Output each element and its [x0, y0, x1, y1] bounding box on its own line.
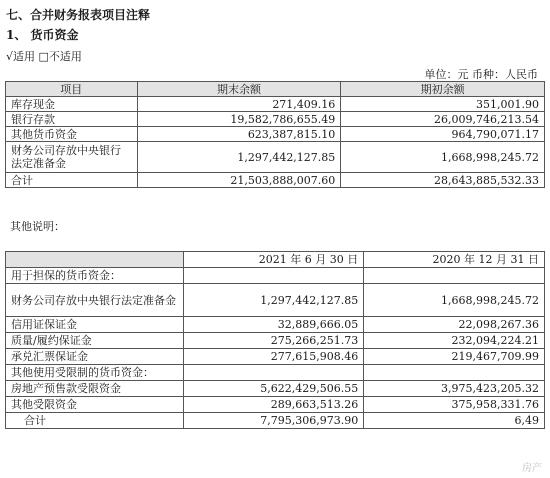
- applicability-line: √适用 □不适用: [6, 50, 82, 63]
- table-row: [6, 317, 545, 333]
- section-label-restricted: 其他使用受限制的货币资金：: [6, 365, 184, 381]
- end-balance-cell: 623,387,815.10: [137, 127, 341, 142]
- value-2021-cell: 1,297,442,127.85: [183, 284, 364, 317]
- table-row: [6, 142, 545, 173]
- end-balance-cell: 1,297,442,127.85: [137, 142, 341, 173]
- row-label: 合计: [6, 413, 184, 429]
- begin-balance-cell: 28,643,885,532.33: [341, 173, 545, 188]
- section-row: [6, 268, 545, 284]
- value-2021-cell: 5,622,429,506.55: [183, 381, 364, 397]
- table-row-total: [6, 173, 545, 188]
- table-row: [6, 397, 545, 413]
- unit-currency-line: 单位：元 币种：人民币: [424, 68, 538, 81]
- table-row: [6, 349, 545, 365]
- table-row: [6, 333, 545, 349]
- value-2021-cell: 32,889,666.05: [183, 317, 364, 333]
- row-label: 质量/履约保证金: [6, 333, 184, 349]
- row-label: 其他受限资金: [6, 397, 184, 413]
- end-balance-cell: 271,409.16: [137, 97, 341, 112]
- value-2020-cell: 232,094,224.21: [364, 333, 545, 349]
- header-blank: [6, 252, 184, 268]
- table-row: [6, 97, 545, 112]
- table-row: [6, 112, 545, 127]
- begin-balance-cell: 964,790,071.17: [341, 127, 545, 142]
- value-2021-cell: 277,615,908.46: [183, 349, 364, 365]
- row-label: 信用证保证金: [6, 317, 184, 333]
- value-2020-cell: 22,098,267.36: [364, 317, 545, 333]
- value-2020-cell: 3,975,423,205.32: [364, 381, 545, 397]
- section-label-guarantee: 用于担保的货币资金：: [6, 268, 184, 284]
- row-label: 银行存款: [6, 112, 138, 127]
- row-label: 库存现金: [6, 97, 138, 112]
- begin-balance-cell: 26,009,746,213.54: [341, 112, 545, 127]
- end-balance-cell: 19,582,786,655.49: [137, 112, 341, 127]
- row-label: 财务公司存放中央银行法定准备金: [6, 142, 138, 173]
- restricted-funds-table: [5, 251, 545, 429]
- header-end-balance: 期末余额: [137, 82, 341, 97]
- table-row: [6, 284, 545, 317]
- row-label: 财务公司存放中央银行法定准备金: [6, 284, 184, 317]
- value-2021-cell: 7,795,306,973.90: [183, 413, 364, 429]
- subsection-heading: 1、 货币资金: [6, 28, 79, 42]
- table-row-total: [6, 413, 545, 429]
- value-2020-cell: 219,467,709.99: [364, 349, 545, 365]
- value-2020-cell: 375,958,331.76: [364, 397, 545, 413]
- value-2020-cell: 6,49: [364, 413, 545, 429]
- header-date-2020: 2020 年 12 月 31 日: [364, 252, 545, 268]
- other-notes-label: 其他说明：: [10, 220, 65, 233]
- row-label: 承兑汇票保证金: [6, 349, 184, 365]
- value-2020-cell: 1,668,998,245.72: [364, 284, 545, 317]
- row-label: 房地产预售款受限资金: [6, 381, 184, 397]
- row-label: 其他货币资金: [6, 127, 138, 142]
- value-2021-cell: 289,663,513.26: [183, 397, 364, 413]
- monetary-funds-table: [5, 81, 545, 188]
- value-2021-cell: 275,266,251.73: [183, 333, 364, 349]
- header-item: 项目: [6, 82, 138, 97]
- begin-balance-cell: 1,668,998,245.72: [341, 142, 545, 173]
- table-row: [6, 381, 545, 397]
- end-balance-cell: 21,503,888,007.60: [137, 173, 341, 188]
- header-date-2021: 2021 年 6 月 30 日: [183, 252, 364, 268]
- begin-balance-cell: 351,001.90: [341, 97, 545, 112]
- watermark: 房产: [522, 463, 542, 474]
- section-heading: 七、合并财务报表项目注释: [6, 8, 151, 22]
- header-begin-balance: 期初余额: [341, 82, 545, 97]
- section-row: [6, 365, 545, 381]
- row-label: 合计: [6, 173, 138, 188]
- table-row: [6, 127, 545, 142]
